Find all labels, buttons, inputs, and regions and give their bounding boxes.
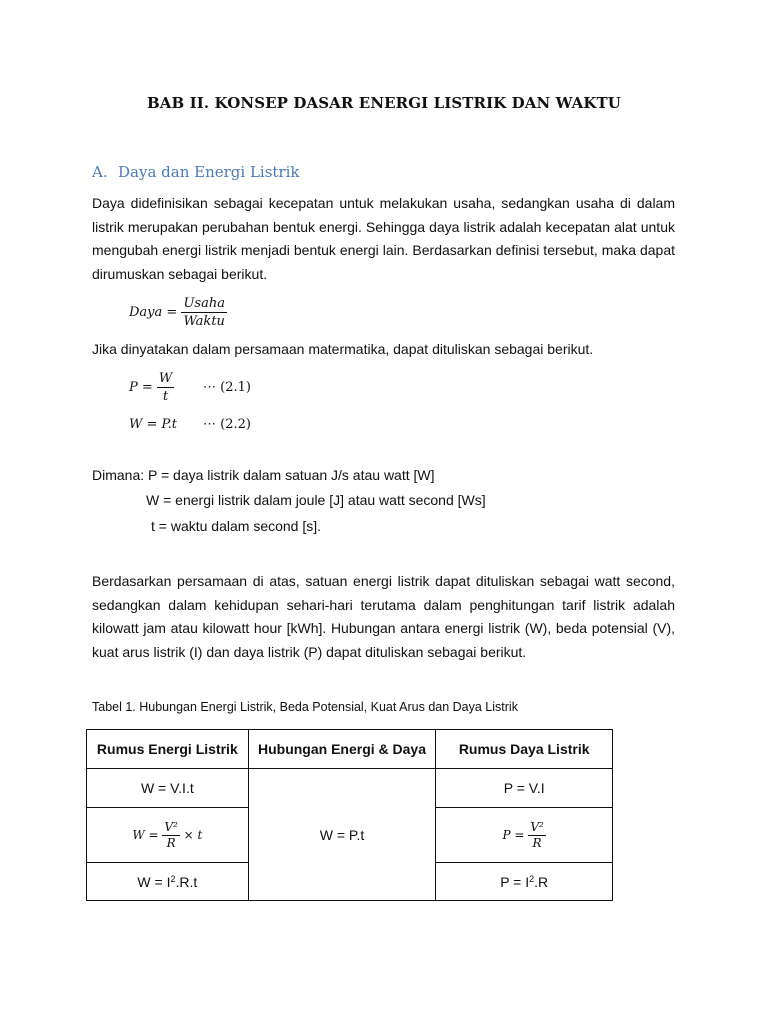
energy-cell-3-pre: W = I — [137, 873, 171, 890]
fraction-v2-r — [528, 821, 545, 850]
fraction-v2-r — [162, 821, 179, 850]
energy-cell-3 — [87, 863, 249, 901]
definition-p: Dimana: P = daya listrik dalam satuan J/s atau watt [W] — [92, 467, 435, 483]
power-cell-2 — [436, 808, 613, 863]
power-cell-3-pre: P = I — [500, 873, 530, 890]
header-power-formula: Rumus Daya Listrik — [436, 730, 613, 769]
paragraph-definition: Daya didefinisikan sebagai kecepatan untuk melakukan usaha, sedangkan usaha di dalam listrik merupakan perubahan bentuk energi. Sehingga daya listrik adalah kecepatan alat untuk mengubah energi listrik menjadi bentuk energi lain. Berdasarkan definisi tersebut, maka dapat dirumuskan sebagai berikut. — [92, 195, 675, 282]
equation-daya — [129, 296, 227, 329]
table-row — [87, 769, 613, 808]
equation-2-1-lhs: P = — [129, 380, 153, 395]
equation-daya-lhs: Daya = — [129, 305, 178, 320]
relation-table — [86, 729, 613, 901]
header-energy-formula: Rumus Energi Listrik — [87, 730, 249, 769]
power-cell-3 — [436, 863, 613, 901]
power-lhs: P = — [502, 827, 525, 842]
page-title: BAB II. KONSEP DASAR ENERGI LISTRIK DAN WAKTU — [147, 94, 621, 112]
power-cell-3-post: .R — [534, 873, 549, 890]
relation-cell: W = P.t — [248, 769, 436, 901]
fraction-usaha-waktu — [181, 296, 227, 329]
fraction-numerator: V² — [164, 819, 178, 834]
section-heading — [92, 163, 300, 181]
equation-2-2-ref: ⋯ (2.2) — [203, 417, 251, 432]
energy-cell-2 — [87, 808, 249, 863]
section-number: A. — [92, 163, 108, 181]
exponent: 2 — [529, 873, 535, 884]
fraction-w-t — [157, 371, 174, 404]
fraction-denominator: t — [162, 389, 169, 404]
power-cell-1: P = V.I — [436, 769, 613, 808]
table-caption: Tabel 1. Hubungan Energi Listrik, Beda Potensial, Kuat Arus dan Daya Listrik — [92, 700, 518, 714]
fraction-numerator: V² — [530, 819, 544, 834]
definition-w: W = energi listrik dalam joule [J] atau watt second [Ws] — [146, 492, 486, 508]
energy-lhs: W = — [132, 827, 159, 842]
fraction-numerator: Usaha — [183, 296, 225, 311]
fraction-denominator: R — [166, 835, 176, 850]
energy-rhs: × t — [183, 827, 203, 842]
header-relation: Hubungan Energi & Daya — [248, 730, 436, 769]
definition-t: t = waktu dalam second [s]. — [151, 518, 322, 534]
section-title: Daya dan Energi Listrik — [118, 163, 300, 181]
equation-2-1-ref: ⋯ (2.1) — [203, 380, 251, 395]
paragraph-units: Berdasarkan persamaan di atas, satuan energi listrik dapat dituliskan sebagai watt second, sedangkan dalam kehidupan sehari-hari terutama dalam penghitungan tarif listrik adalah kilowatt jam atau kilowatt hour [kWh]. Hubungan antara energi listrik (W), beda potensial (V), kuat arus listrik (I) dan daya listrik (P) dapat dituliskan sebagai berikut. — [92, 573, 675, 660]
table-header-row — [87, 730, 613, 769]
energy-cell-1: W = V.I.t — [87, 769, 249, 808]
equation-2-2: W = P.t — [129, 417, 177, 432]
equation-2-1 — [129, 371, 174, 404]
fraction-denominator: Waktu — [183, 314, 225, 329]
energy-cell-3-post: .R.t — [175, 873, 198, 890]
exponent: 2 — [170, 873, 176, 884]
paragraph-math-intro: Jika dinyatakan dalam persamaan matermatika, dapat dituliskan sebagai berikut. — [92, 341, 594, 357]
fraction-denominator: R — [532, 835, 542, 850]
fraction-numerator: W — [158, 371, 173, 386]
